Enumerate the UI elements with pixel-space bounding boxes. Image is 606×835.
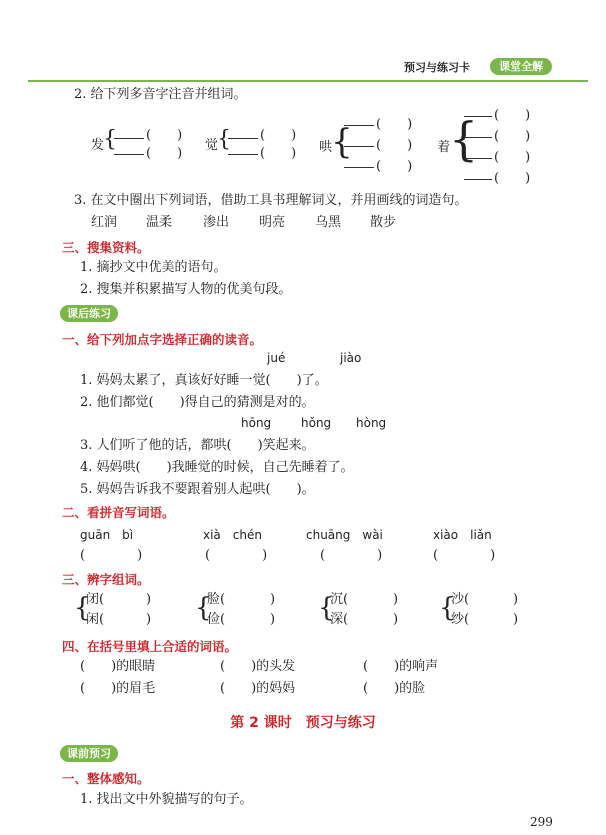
header-rule <box>28 80 588 82</box>
char-pair: 脸( <box>207 592 226 607</box>
pinyin: hǒng <box>301 416 332 430</box>
word: 散步 <box>370 215 397 230</box>
section-title: 四、在括号里填上合适的词语。 <box>62 639 238 654</box>
close-paren: ) <box>393 592 399 607</box>
char-pair: 沉( <box>330 592 349 607</box>
brace: { <box>195 593 212 623</box>
list-item: 1. 摘抄文中优美的语句。 <box>80 260 227 275</box>
brace: { <box>331 122 353 162</box>
section-title: 三、辨字组词。 <box>62 572 150 587</box>
poly-char-fa: 发 <box>91 138 105 153</box>
close-paren: ) <box>393 612 399 627</box>
close-paren: ) <box>270 612 276 627</box>
q3-text: 3. 在文中圈出下列词语，借助工具书理解词义，并用画线的词造句。 <box>74 193 468 208</box>
fill-blank: ( )的头发 <box>220 659 296 674</box>
paren-blank: ( ) <box>494 150 531 165</box>
answer-line <box>464 179 492 180</box>
paren-blank: ( ) <box>320 548 383 563</box>
answer-line <box>464 137 492 138</box>
char-pair: 闲( <box>86 612 105 627</box>
page-number: 299 <box>530 815 553 829</box>
poly-char-jue: 觉 <box>205 138 219 153</box>
header-badge: 课堂全解 <box>490 58 552 75</box>
brace: { <box>217 127 231 152</box>
paren-blank: ( ) <box>260 128 297 143</box>
section-title: 二、看拼音写词语。 <box>62 505 175 520</box>
pinyin: xià chén <box>203 528 262 542</box>
answer-line <box>114 138 144 139</box>
word: 明亮 <box>259 215 286 230</box>
answer-line <box>344 146 374 147</box>
paren-blank: ( ) <box>494 171 531 186</box>
char-pair: 纱( <box>451 612 470 627</box>
exercise-line: 4. 妈妈哄( )我睡觉的时候，自己先睡着了。 <box>80 460 354 475</box>
poly-char-hong: 哄 <box>319 140 333 155</box>
list-item: 1. 找出文中外貌描写的句子。 <box>80 792 253 807</box>
pinyin: hòng <box>356 416 387 430</box>
paren-blank: ( ) <box>376 138 413 153</box>
paren-blank: ( ) <box>260 146 297 161</box>
pre-class-badge: 课前预习 <box>60 745 118 762</box>
brace: { <box>74 593 91 623</box>
pinyin: jiào <box>340 351 362 365</box>
answer-line <box>464 116 492 117</box>
brace: { <box>439 593 456 623</box>
char-pair: 闭( <box>86 592 105 607</box>
paren-blank: ( ) <box>146 128 183 143</box>
lesson-title: 第 2 课时 预习与练习 <box>230 715 376 731</box>
fill-blank: ( )的眼睛 <box>80 659 156 674</box>
pinyin: xiào liǎn <box>433 528 492 542</box>
char-pair: 深( <box>330 612 349 627</box>
word: 温柔 <box>146 215 173 230</box>
brace: { <box>318 593 335 623</box>
fill-blank: ( )的响声 <box>363 659 439 674</box>
answer-line <box>228 138 258 139</box>
fill-blank: ( )的脸 <box>363 681 426 696</box>
q2-text: 2. 给下列多音字注音并组词。 <box>74 87 247 102</box>
paren-blank: ( ) <box>376 117 413 132</box>
char-pair: 沙( <box>451 592 470 607</box>
section-title: 一、整体感知。 <box>62 771 150 786</box>
pinyin: hōng <box>241 416 272 430</box>
fill-blank: ( )的眉毛 <box>80 681 156 696</box>
paren-blank: ( ) <box>433 548 496 563</box>
close-paren: ) <box>146 612 152 627</box>
pinyin: jué <box>267 351 286 365</box>
paren-blank: ( ) <box>494 108 531 123</box>
paren-blank: ( ) <box>146 146 183 161</box>
paren-blank: ( ) <box>494 129 531 144</box>
pinyin: guān bì <box>80 528 134 542</box>
list-item: 2. 搜集并积累描写人物的优美句段。 <box>80 282 292 297</box>
exercise-line: 3. 人们听了他的话，都哄( )笑起来。 <box>80 438 315 453</box>
fill-blank: ( )的妈妈 <box>220 681 296 696</box>
answer-line <box>464 158 492 159</box>
close-paren: ) <box>270 592 276 607</box>
paren-blank: ( ) <box>376 159 413 174</box>
pinyin: chuāng wài <box>306 528 383 542</box>
exercise-line: 5. 妈妈告诉我不要跟着别人起哄( )。 <box>80 482 315 497</box>
brace: { <box>103 127 117 152</box>
close-paren: ) <box>513 592 519 607</box>
paren-blank: ( ) <box>80 548 143 563</box>
answer-line <box>228 154 258 155</box>
exercise-line: 1. 妈妈太累了，真该好好睡一觉( )了。 <box>80 373 328 388</box>
close-paren: ) <box>146 592 152 607</box>
section-title: 三、搜集资料。 <box>62 240 150 255</box>
brace: { <box>449 112 479 166</box>
word: 乌黑 <box>315 215 342 230</box>
after-class-badge: 课后练习 <box>60 305 118 322</box>
word: 红润 <box>91 215 118 230</box>
answer-line <box>344 125 374 126</box>
header-label: 预习与练习卡 <box>404 61 470 74</box>
paren-blank: ( ) <box>205 548 268 563</box>
answer-line <box>344 167 374 168</box>
section-title: 一、给下列加点字选择正确的读音。 <box>62 332 263 347</box>
poly-char-zhe: 着 <box>437 140 451 155</box>
answer-line <box>114 154 144 155</box>
close-paren: ) <box>513 612 519 627</box>
word: 渗出 <box>203 215 230 230</box>
char-pair: 俭( <box>207 612 226 627</box>
exercise-line: 2. 他们都觉( )得自己的猜测是对的。 <box>80 395 315 410</box>
